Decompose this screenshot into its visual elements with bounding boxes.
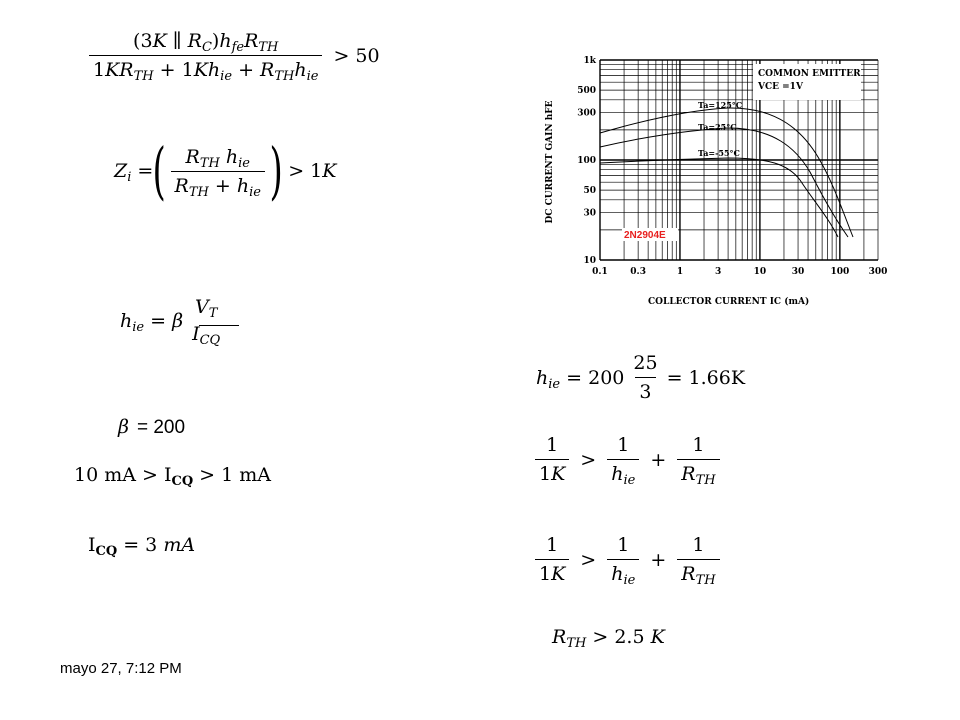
curve-label-minus55: Ta=-55°C [698, 148, 740, 158]
zi-lhs: $Z_i$ = [114, 160, 154, 185]
parallel-inequality-1: $\frac{1}{1K}$ > $\frac{1}{h_{ie}}$ + $\frac{1}{R_{TH}}$ [530, 434, 725, 485]
x-tick-label: 1 [676, 267, 684, 277]
icq-value-equation [88, 534, 196, 559]
y-tick-label: 10 [583, 256, 596, 266]
legend-title: COMMON EMITTER [758, 69, 861, 79]
zi-rhs: > 1K [288, 160, 337, 182]
y-tick-label: 300 [577, 108, 596, 119]
zi-denominator: $R_{TH} + h_{ie}$ [171, 171, 265, 197]
icq-value-text: $I_{CQ} = 3$ mA [88, 534, 196, 559]
icq-range-text: 10 mA > $I_{CQ} > 1$ mA [74, 464, 272, 489]
x-tick-label: 100 [830, 267, 850, 277]
y-tick-label: 500 [577, 86, 596, 97]
gain-denominator: $1KR_{TH} + 1Kh_{ie} + R_{TH}h_{ie}$ [89, 55, 322, 81]
zi-numerator: $R_{TH}$ $h_{ie}$ [185, 145, 250, 171]
gain-numerator: (3K ∥ $R_C)h_{fe}R_{TH}$ [133, 30, 279, 55]
hie-numerator: $V_T$ [194, 296, 218, 321]
gain-fraction [89, 30, 322, 84]
y-tick-label: 1k [583, 56, 596, 66]
y-axis-label: DC CURRENT GAIN hFE [545, 100, 555, 224]
hie-calc-result: = 1.66K [666, 366, 746, 389]
ineq2-frac-hie: $\frac{1}{h_{ie}}$ [607, 534, 639, 585]
beta-value: = 200 [136, 417, 186, 438]
hfe-vs-ic-datasheet-figure [538, 52, 888, 310]
beta-symbol: β [118, 416, 129, 438]
y-tick-label: 30 [583, 208, 596, 219]
x-tick-labels [592, 267, 887, 277]
x-tick-label: 30 [791, 267, 805, 277]
zi-fraction [171, 145, 265, 200]
y-tick-labels [577, 56, 597, 266]
right-paren: ) [269, 134, 283, 207]
hie-calc-denominator: 3 [635, 377, 655, 403]
ineq2-frac-rth: $\frac{1}{R_{TH}}$ [677, 534, 719, 585]
hie-lhs: $h_{ie} = \beta$ [120, 309, 184, 335]
hie-fraction [188, 296, 224, 348]
ineq1-frac-rth: $\frac{1}{R_{TH}}$ [677, 434, 719, 485]
legend-condition: VCE =1V [758, 82, 803, 92]
parallel-inequality-2: $\frac{1}{1K}$ > $\frac{1}{h_{ie}}$ + $\frac{1}{R_{TH}}$ [530, 534, 725, 585]
hie-denominator: $I_{CQ}$ [192, 323, 221, 348]
x-axis-label: COLLECTOR CURRENT IC (mA) [648, 297, 810, 307]
input-impedance-equation [114, 134, 342, 207]
left-paren: ( [152, 134, 167, 207]
hie-calc-fraction [629, 352, 661, 403]
curve-label-25: Ta=25°C [698, 122, 737, 132]
curve-label-125: Ta=125°C [698, 100, 743, 110]
part-label: 2N2904E [624, 230, 666, 241]
ineq2-frac-1k: $\frac{1}{1K}$ [535, 534, 569, 585]
hie-fraction-bar [199, 325, 239, 326]
ineq1-frac-hie: $\frac{1}{h_{ie}}$ [607, 434, 639, 485]
hie-calculation [536, 352, 745, 403]
ineq1-frac-1k: $\frac{1}{1K}$ [535, 434, 569, 485]
hie-calc-lhs: $h_{ie} = 200$ [536, 366, 625, 392]
hie-formula [120, 296, 229, 348]
x-tick-label: 10 [753, 267, 767, 277]
x-tick-label: 0.1 [592, 267, 608, 277]
gain-equation [84, 30, 386, 84]
x-tick-label: 3 [714, 267, 722, 277]
y-tick-label: 50 [583, 186, 596, 197]
hie-calc-numerator: 25 [633, 352, 658, 374]
footer-timestamp: mayo 27, 7:12 PM [60, 660, 182, 677]
beta-value-line [118, 416, 185, 439]
hfe-graph-svg [538, 52, 888, 310]
gain-rhs: > 50 [333, 44, 380, 67]
x-tick-label: 300 [868, 267, 888, 277]
icq-range-inequality [74, 464, 272, 489]
rth-result: $R_{TH} > 2.5$ K [552, 626, 665, 651]
y-tick-label: 100 [577, 156, 596, 166]
x-tick-label: 0.3 [630, 267, 646, 277]
